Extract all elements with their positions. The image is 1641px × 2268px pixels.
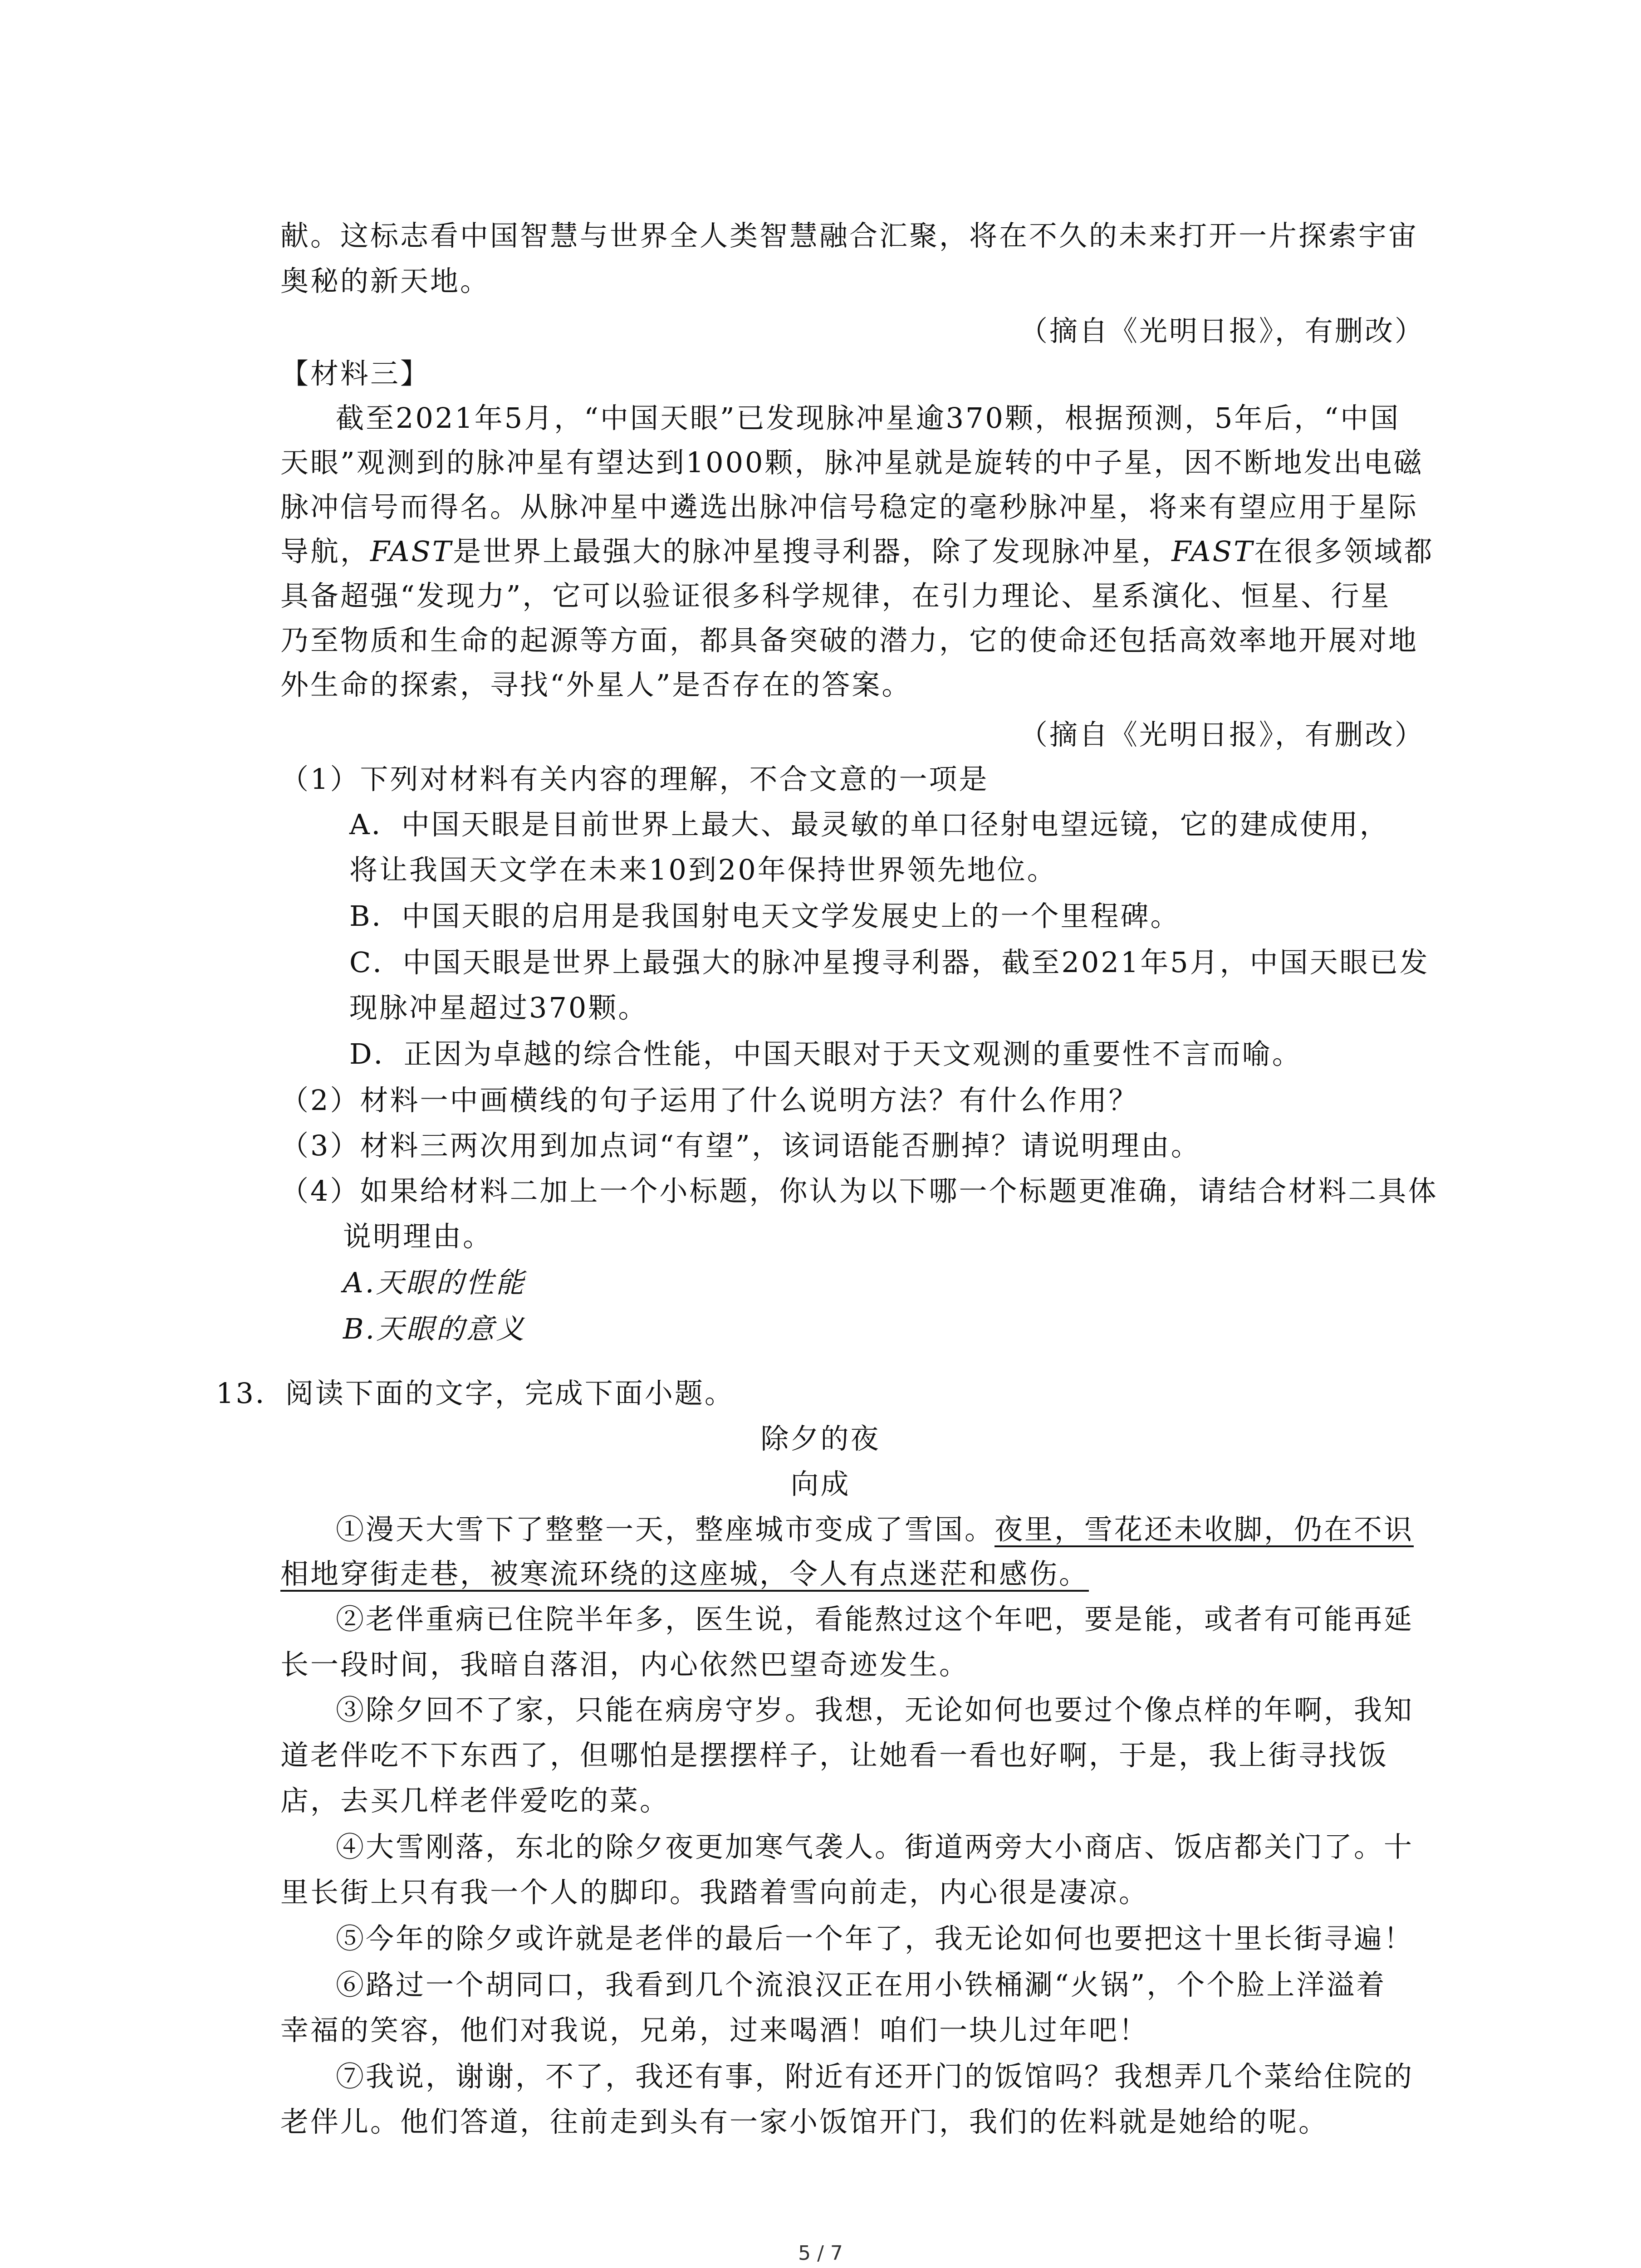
page-number: 5 / 7 bbox=[798, 2242, 843, 2265]
m3-line-4 bbox=[280, 533, 1434, 571]
para-1-plain: ①漫天大雪下了整整一天，整座城市变成了雪国。 bbox=[336, 1513, 995, 1546]
q4-option-a: A.天眼的性能 bbox=[343, 1266, 526, 1299]
passage-para-5: ⑤今年的除夕或许就是老伴的最后一个年了，我无论如何也要把这十里长街寻遍！ bbox=[336, 1922, 1414, 1955]
q4-option-b: B.天眼的意义 bbox=[343, 1312, 526, 1345]
q1-option-b: B．中国天眼的启用是我国射电天文学发展史上的一个里程碑。 bbox=[349, 899, 1181, 933]
question-4-line-2: 说明理由。 bbox=[343, 1220, 493, 1253]
passage-author: 向成 bbox=[790, 1467, 851, 1501]
m3-line-6: 乃至物质和生命的起源等方面，都具备突破的潜力，它的使命还包括高效率地开展对地 bbox=[280, 624, 1419, 657]
passage-para-2-line-1: ②老伴重病已住院半年多，医生说，看能熬过这个年吧，要是能，或者有可能再延 bbox=[336, 1603, 1414, 1636]
q1-option-d: D．正因为卓越的综合性能，中国天眼对于天文观测的重要性不言而喻。 bbox=[349, 1037, 1302, 1070]
passage-para-1-line-2 bbox=[280, 1555, 1089, 1593]
question-13-prompt: 13．阅读下面的文字，完成下面小题。 bbox=[216, 1377, 735, 1410]
passage-para-4-line-1: ④大雪刚落，东北的除夕夜更加寒气袭人。街道两旁大小商店、饭店都关门了。十 bbox=[336, 1830, 1414, 1863]
passage-para-3-line-2: 道老伴吃不下东西了，但哪怕是摆摆样子，让她看一看也好啊，于是，我上街寻找饭 bbox=[280, 1739, 1389, 1772]
passage-para-6-line-2: 幸福的笑容，他们对我说，兄弟，过来喝酒！咱们一块儿过年吧！ bbox=[280, 2014, 1149, 2047]
q1-option-a-line-2: 将让我国天文学在未来10到20年保持世界领先地位。 bbox=[349, 853, 1057, 886]
fast-term-2: FAST bbox=[1171, 535, 1254, 568]
m3-line-2: 天眼”观测到的脉冲星有望达到1000颗，脉冲星就是旋转的中子星，因不断地发出电磁 bbox=[280, 446, 1424, 479]
fast-term-1: FAST bbox=[370, 535, 453, 568]
m2-tail-line-2: 奥秘的新天地。 bbox=[280, 264, 490, 298]
passage-title: 除夕的夜 bbox=[760, 1422, 881, 1455]
m2-source: （摘自《光明日报》，有删改） bbox=[1019, 314, 1425, 347]
q1-option-c-line-1: C．中国天眼是世界上最强大的脉冲星搜寻利器，截至2021年5月，中国天眼已发 bbox=[349, 946, 1430, 979]
passage-para-3-line-3: 店，去买几样老伴爱吃的菜。 bbox=[280, 1784, 670, 1817]
m3-line-1: 截至2021年5月，“中国天眼”已发现脉冲星逾370颗，根据预测，5年后，“中国 bbox=[336, 401, 1401, 435]
m3-line-5: 具备超强“发现力”，它可以验证很多科学规律，在引力理论、星系演化、恒星、行星 bbox=[280, 579, 1391, 612]
q1-option-c-line-2: 现脉冲星超过370颗。 bbox=[349, 991, 648, 1024]
question-4-line-1: （4）如果给材料二加上一个小标题，你认为以下哪一个标题更准确，请结合材料二具体 bbox=[280, 1174, 1438, 1207]
passage-para-4-line-2: 里长街上只有我一个人的脚印。我踏着雪向前走，内心很是凄凉。 bbox=[280, 1876, 1149, 1909]
passage-para-7-line-2: 老伴儿。他们答道，往前走到头有一家小饭馆开门，我们的佐料就是她给的呢。 bbox=[280, 2105, 1329, 2138]
passage-para-2-line-2: 长一段时间，我暗自落泪，内心依然巴望奇迹发生。 bbox=[280, 1648, 970, 1681]
passage-para-3-line-1: ③除夕回不了家，只能在病房守岁。我想，无论如何也要过个像点样的年啊，我知 bbox=[336, 1693, 1414, 1726]
m3-line-7: 外生命的探索，寻找“外星人”是否存在的答案。 bbox=[280, 668, 912, 701]
m3-line-4-b: 是世界上最强大的脉冲星搜寻利器，除了发现脉冲星， bbox=[453, 535, 1172, 568]
material-3-heading: 【材料三】 bbox=[280, 357, 431, 390]
passage-para-6-line-1: ⑥路过一个胡同口，我看到几个流浪汉正在用小铁桶涮“火锅”，个个脸上洋溢着 bbox=[336, 1968, 1386, 2001]
underlined-sentence-part-2: 相地穿街走巷，被寒流环绕的这座城，令人有点迷茫和感伤。 bbox=[280, 1557, 1089, 1590]
m3-source: （摘自《光明日报》，有删改） bbox=[1019, 718, 1425, 751]
underlined-sentence-part-1: 夜里，雪花还未收脚，仍在不识 bbox=[994, 1513, 1414, 1546]
q1-option-a-line-1: A．中国天眼是目前世界上最大、最灵敏的单口径射电望远镜，它的建成使用， bbox=[349, 808, 1390, 841]
passage-para-1-line-1 bbox=[336, 1510, 1414, 1549]
passage-para-7-line-1: ⑦我说，谢谢，不了，我还有事，附近有还开门的饭馆吗？我想弄几个菜给住院的 bbox=[336, 2060, 1414, 2093]
m3-line-3: 脉冲信号而得名。从脉冲星中遴选出脉冲信号稳定的毫秒脉冲星，将来有望应用于星际 bbox=[280, 490, 1419, 523]
m3-line-4-c: 在很多领域都 bbox=[1254, 535, 1434, 568]
m3-line-4-a: 导航， bbox=[280, 535, 371, 568]
question-2: （2）材料一中画横线的句子运用了什么说明方法？有什么作用？ bbox=[280, 1084, 1139, 1117]
m2-tail-line-1: 献。这标志看中国智慧与世界全人类智慧融合汇聚，将在不久的未来打开一片探索宇宙 bbox=[280, 219, 1419, 252]
question-3: （3）材料三两次用到加点词“有望”，该词语能否删掉？请说明理由。 bbox=[280, 1129, 1201, 1162]
question-1: （1）下列对材料有关内容的理解，不合文意的一项是 bbox=[280, 763, 989, 796]
